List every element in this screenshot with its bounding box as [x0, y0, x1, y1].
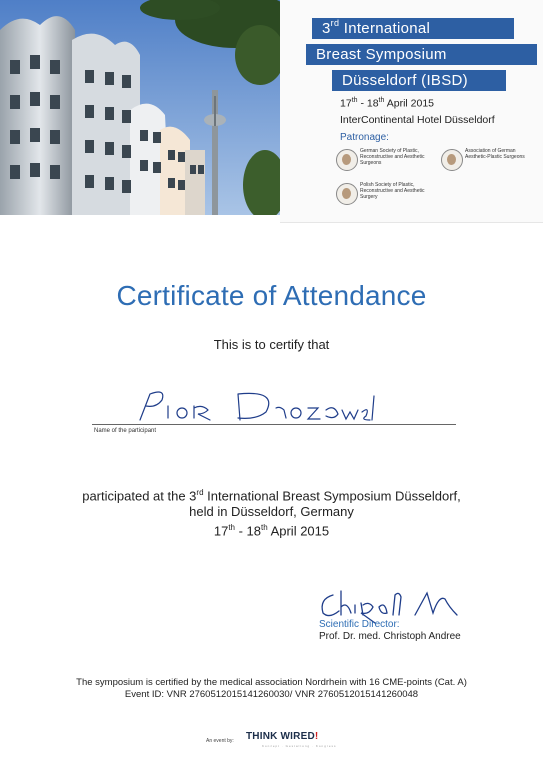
- director-name: Prof. Dr. med. Christoph Andree: [319, 631, 461, 642]
- aesthetic-association-seal-icon: [441, 149, 463, 171]
- cme-line: The symposium is certified by the medical association Nordrhein with 16 CME-points (Cat. A): [76, 677, 467, 688]
- certify-text: This is to certify that: [213, 337, 330, 352]
- director-role: Scientific Director:: [319, 619, 400, 630]
- polish-society-seal-icon: [336, 183, 358, 205]
- attendance-dates: 17th - 18th April 2015: [213, 523, 330, 539]
- event-dates: 17th - 18th April 2015: [340, 97, 435, 110]
- certificate-title: Certificate of Attendance: [116, 280, 427, 311]
- participant-handwritten-name: [138, 386, 378, 428]
- symposium-title-line-3: Düsseldorf (IBSD): [332, 70, 506, 91]
- patron-name: German Society of Plastic, Reconstructive and Aesthetic Surgeons: [360, 148, 425, 166]
- attendance-line-2: held in Düsseldorf, Germany: [189, 504, 354, 520]
- german-society-seal-icon: [336, 149, 358, 171]
- patronage-label: Patronage:: [340, 132, 389, 143]
- attendance-statement: [0, 485, 543, 540]
- event-by-label: An event by:: [206, 738, 234, 744]
- patron-name: Polish Society of Plastic, Reconstructive and Aesthetic Surgery: [360, 182, 425, 200]
- logo-tagline: Konzept · Gestaltung · Kongress: [262, 744, 337, 748]
- event-id: Event ID: VNR 2760512015141260030/ VNR 2760512015141260048: [124, 689, 419, 700]
- dusseldorf-photo: [0, 0, 280, 215]
- certificate-header: [0, 0, 543, 222]
- participant-name-line: [92, 424, 456, 425]
- certification-note: [0, 677, 543, 701]
- participant-name-label: Name of the participant: [94, 428, 157, 434]
- patron-name: Association of German Aesthetic-Plastic Surgeons: [465, 148, 525, 160]
- think-wired-logo: THINK WIRED!: [246, 731, 319, 742]
- attendance-line-1: participated at the 3rd International Breast Symposium Düsseldorf,: [82, 488, 461, 504]
- symposium-title-line-1: 3rd International: [312, 18, 514, 39]
- symposium-title-line-2: Breast Symposium: [306, 44, 537, 65]
- event-venue: InterContinental Hotel Düsseldorf: [340, 114, 495, 126]
